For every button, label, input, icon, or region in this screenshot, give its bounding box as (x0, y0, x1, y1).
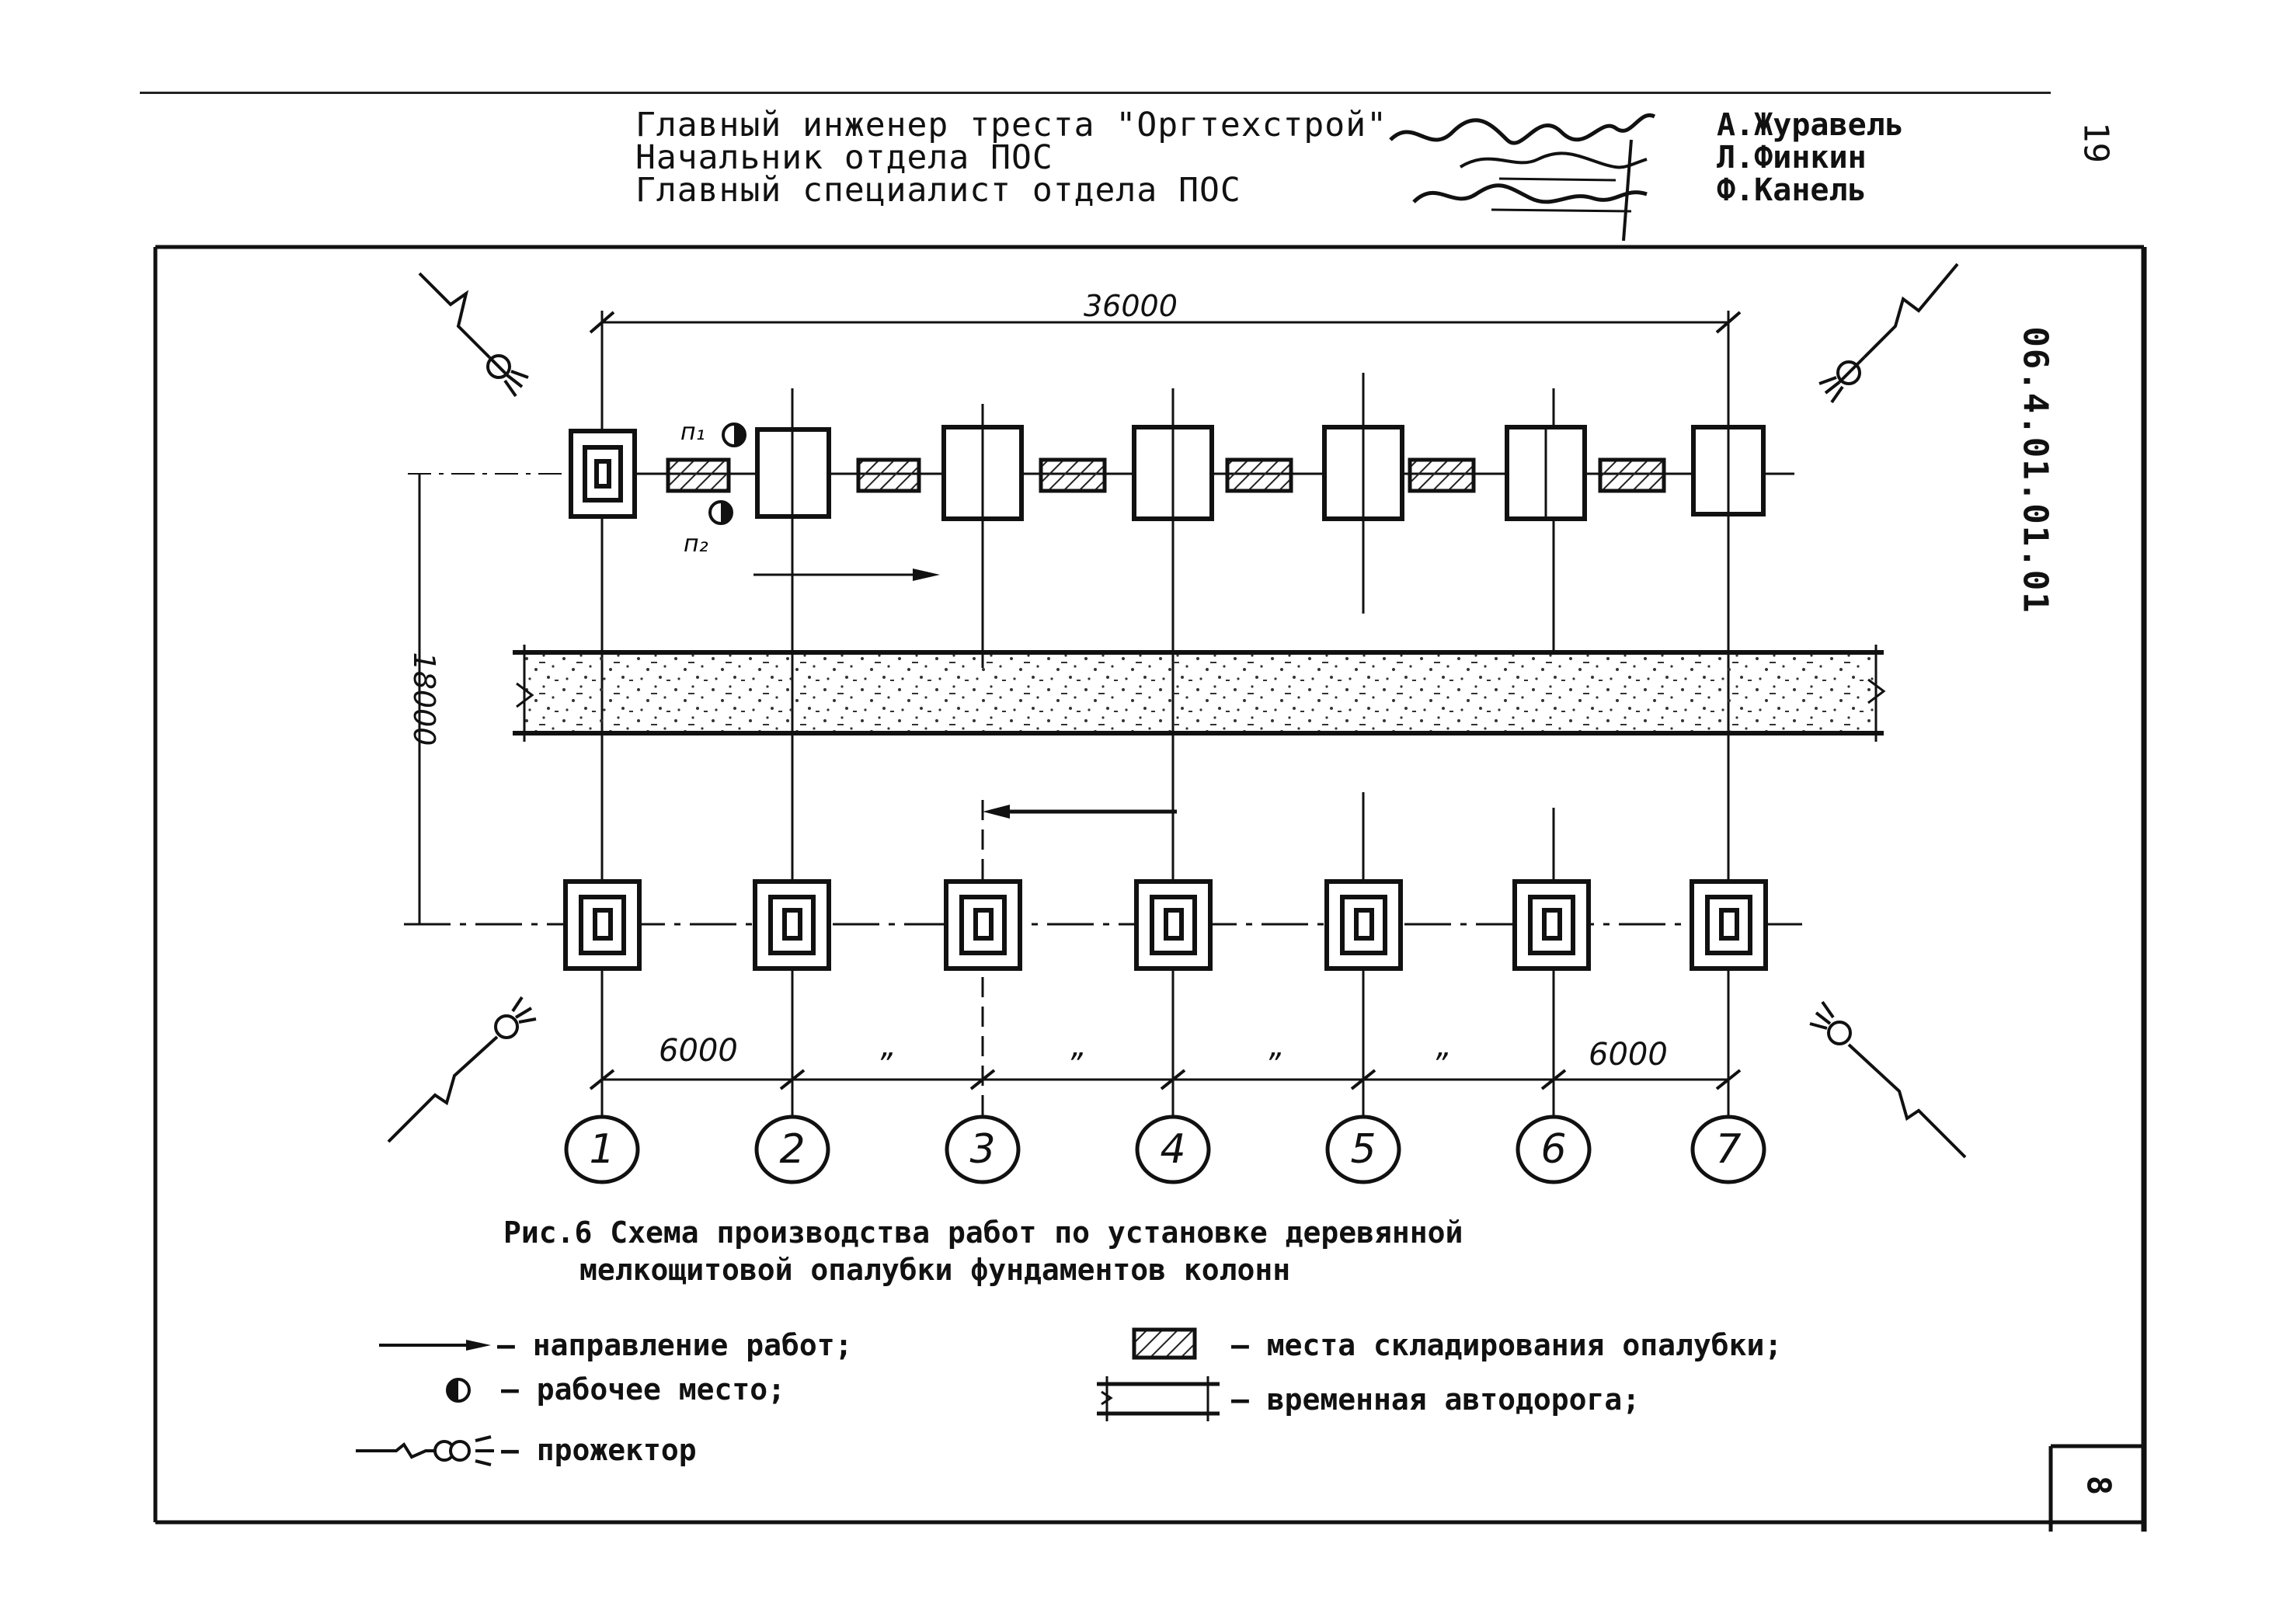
foundation-formwork-axis-1 (571, 431, 635, 516)
legend-projector-icon (356, 1437, 494, 1465)
axis-label-7: 7 (1715, 1126, 1742, 1173)
temporary-road (513, 645, 1884, 742)
dim-last-span-label: 6000 (1589, 1037, 1668, 1073)
approver-name-2: Л.Финкин (1717, 140, 1867, 176)
legend-road-icon (1097, 1376, 1220, 1421)
approver-title-2: Начальник отдела ПОС (635, 138, 1053, 177)
approver-name-3: Ф.Канель (1717, 172, 1867, 208)
legend-storage-icon (1134, 1330, 1195, 1358)
ditto-mark-1: ” (878, 1048, 894, 1080)
axis-label-2: 2 (779, 1126, 806, 1173)
legend-workplace-label: — рабочее место; (501, 1372, 786, 1407)
ditto-mark-2: ” (1068, 1048, 1084, 1080)
legend-workplace-icon (447, 1379, 469, 1401)
approver-title-1: Главный инженер треста "Оргтехстрой" (635, 106, 1387, 144)
projector-icon-top-right (1819, 264, 1958, 402)
legend-direction-icon (379, 1340, 491, 1351)
dim-36000-label: 36000 (1084, 289, 1178, 323)
legend-direction-label: — направление работ; (497, 1328, 853, 1362)
axis-label-1: 1 (589, 1126, 615, 1173)
figure-caption-line-2: мелкощитовой опалубки фундаментов колонн (579, 1253, 1291, 1287)
page-number: 19 (2076, 122, 2116, 163)
foundation-bottom-6 (1515, 882, 1589, 968)
figure-caption-line-1: Рис.6 Схема производства работ по установке деревянной (503, 1215, 1463, 1250)
foundation-bottom-4 (1136, 882, 1210, 968)
dim-18000-label: 18000 (407, 652, 441, 746)
foundation-formworks-bottom (566, 882, 1766, 968)
dim-bottom-spans (590, 1070, 1740, 1089)
direction-arrow-left (983, 805, 1177, 819)
axis-label-5: 5 (1350, 1126, 1376, 1173)
document-code: 06.4.01.01.01 (2015, 326, 2055, 614)
projector-icon-bottom-right (1810, 1002, 1965, 1157)
sheet-number: 8 (2079, 1475, 2118, 1496)
approver-title-3: Главный специалист отдела ПОС (635, 171, 1241, 210)
axis-label-3: 3 (969, 1126, 996, 1173)
legend-projector-label: — прожектор (501, 1433, 697, 1467)
direction-arrow-right (753, 569, 940, 581)
foundation-bottom-3 (946, 882, 1020, 968)
legend-road-label: — временная автодорога; (1231, 1382, 1641, 1417)
axis-label-6: 6 (1540, 1126, 1567, 1173)
legend-storage-label: — места складирования опалубки; (1231, 1328, 1783, 1362)
foundation-bottom-7 (1692, 882, 1766, 968)
foundation-bottom-5 (1327, 882, 1401, 968)
projector-icon-top-left (419, 273, 528, 396)
ditto-mark-3: ” (1266, 1048, 1282, 1080)
workplace-label-2: п₂ (684, 530, 708, 558)
axis-label-4: 4 (1160, 1126, 1186, 1173)
foundation-bottom-2 (755, 882, 829, 968)
approver-name-1: А.Журавель (1717, 107, 1904, 143)
foundation-bottom-1 (566, 882, 639, 968)
workplace-label-1: п₁ (680, 419, 705, 446)
ditto-mark-4: ” (1433, 1048, 1449, 1080)
projector-icon-bottom-left (388, 997, 536, 1142)
dim-first-span-label: 6000 (659, 1033, 738, 1069)
